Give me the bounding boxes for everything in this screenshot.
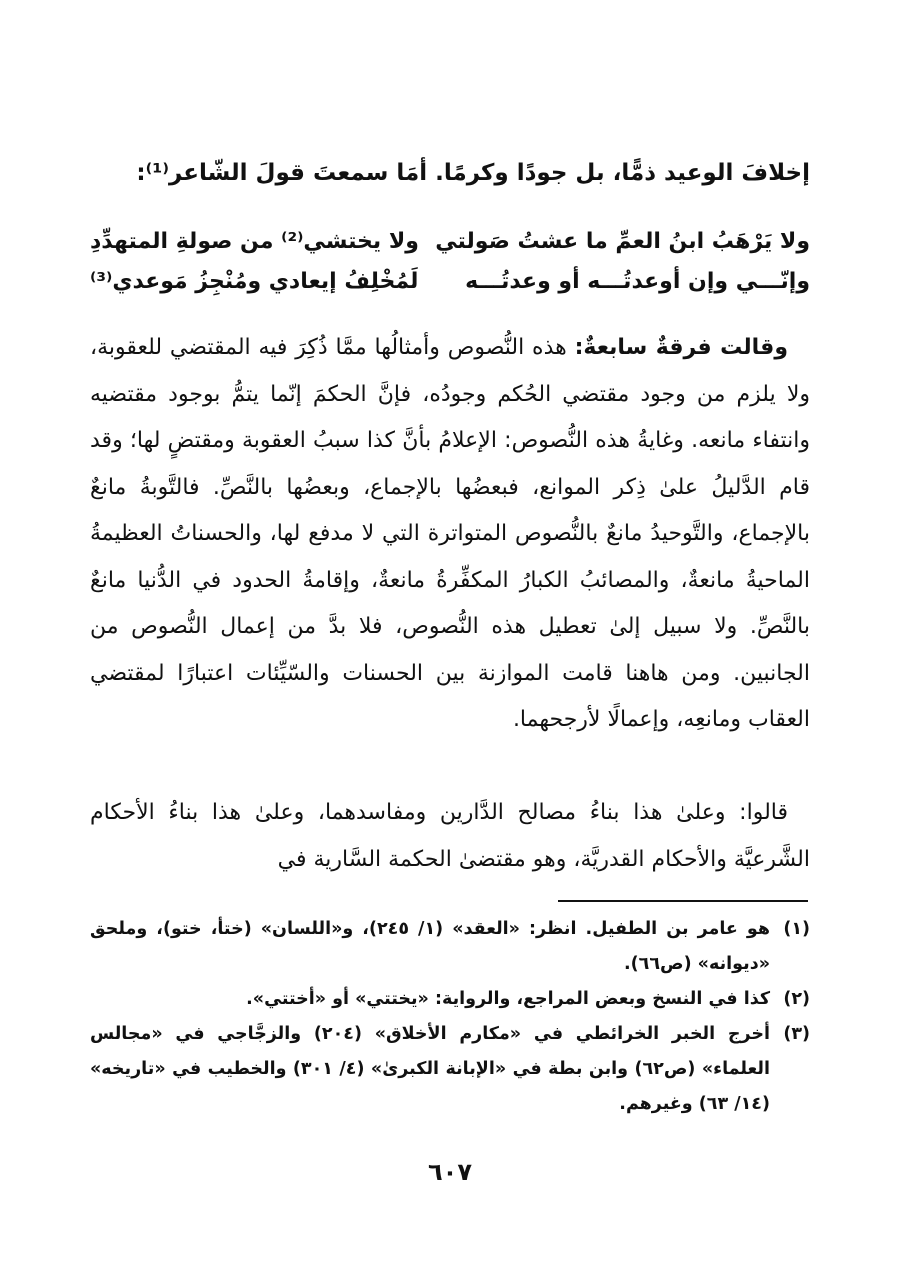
footnote-text: أخرج الخبر الخرائطي في «مكارم الأخلاق» (٢٠٤) والزجَّاجي في «مجالس العلماء» (ص٦٢) وابن بطة في «الإبانة الكبرىٰ» (٤/ ٣٠١) والخطيب في «تاريخه» (١٤/ ٦٣) وغيرهم. xyxy=(90,1024,771,1114)
footnote-number: (١) xyxy=(783,919,810,939)
paragraph-body: هذه النُّصوص وأمثالُها ممَّا ذُكِرَ فيه المقتضي للعقوبة، ولا يلزم من وجود مقتضي الحُكم وجودُه، فإنَّ الحكمَ إنّما يتمُّ بوجود مقتضيه وانتفاء مانعه. وغايةُ هذه النُّصوص: الإعلامُ بأنَّ كذا سببُ العقوبة ومقتضٍ لها؛ وقد قام الدَّليلُ علىٰ ذِكر الموانع، فبعضُها بالإجماع، وبعضُها بالنَّصِّ. فالتَّوبةُ مانعٌ بالإجماع، والتَّوحيدُ مانعٌ بالنُّصوص المتواترة التي لا مدفع لها، والحسناتُ العظيمةُ الماحيةُ مانعةٌ، والمصائبُ الكبارُ المكفِّرةُ مانعةٌ، وإقامةُ الحدود في الدُّنيا مانعٌ بالنَّصِّ. ولا سبيل إلىٰ تعطيل هذه النُّصوص، فلا بدَّ من إعمال النُّصوص من الجانبين. ومن هاهنا قامت الموازنة بين الحسنات والسّيِّئات اعتبارًا لمقتضي العقاب ومانعِه، وإعمالًا لأرجحهما. xyxy=(90,335,810,732)
footnotes xyxy=(90,912,810,1122)
verse-second-hemistich: ولا يختشي⁽²⁾ من صولةِ المتهدِّدِ xyxy=(90,229,419,254)
footnote xyxy=(90,1017,810,1122)
verse-first-hemistich: ولا يَرْهَبُ ابنُ العمِّ ما عشتُ صَولتي xyxy=(435,229,810,254)
paragraph-lead: وقالت فرقةٌ سابعةٌ: xyxy=(574,335,788,360)
paragraph-seventh-group xyxy=(90,325,810,744)
footnote-number: (٣) xyxy=(783,1024,810,1044)
verse-line xyxy=(90,222,810,262)
verse-first-hemistich: وإنّـــي وإن أوعدتُـــه أو وعدتُـــه xyxy=(465,269,810,294)
paragraph-they-said xyxy=(90,790,810,883)
page-number: ٦٠٧ xyxy=(428,1158,472,1186)
verse-second-hemistich: لَمُخْلِفُ إيعادي ومُنْجِزُ مَوعدي⁽³⁾ xyxy=(90,269,419,294)
intro-line: إخلافَ الوعيد ذمًّا، بل جودًا وكرمًا. أمَا سمعتَ قولَ الشّاعر⁽¹⁾: xyxy=(136,160,810,186)
footnote xyxy=(90,912,810,982)
paragraph-body: قالوا: وعلىٰ هذا بناءُ مصالح الدَّارين ومفاسدهما، وعلىٰ هذا بناءُ الأحكام الشَّرعيَّة والأحكام القدريَّة، وهو مقتضىٰ الحكمة السَّارية في xyxy=(90,800,810,872)
verse-line xyxy=(90,262,810,302)
footnote-number: (٢) xyxy=(783,989,810,1009)
footnote-text: هو عامر بن الطفيل. انظر: «العقد» (١/ ٢٤٥)، و«اللسان» (ختأ، ختو)، وملحق «ديوانه» (ص٦٦). xyxy=(90,919,770,974)
footnote xyxy=(90,982,810,1017)
footnote-divider xyxy=(558,900,808,902)
footnote-text: كذا في النسخ وبعض المراجع، والرواية: «يختتي» أو «أختتي». xyxy=(246,989,770,1009)
poem-verses xyxy=(90,222,810,302)
